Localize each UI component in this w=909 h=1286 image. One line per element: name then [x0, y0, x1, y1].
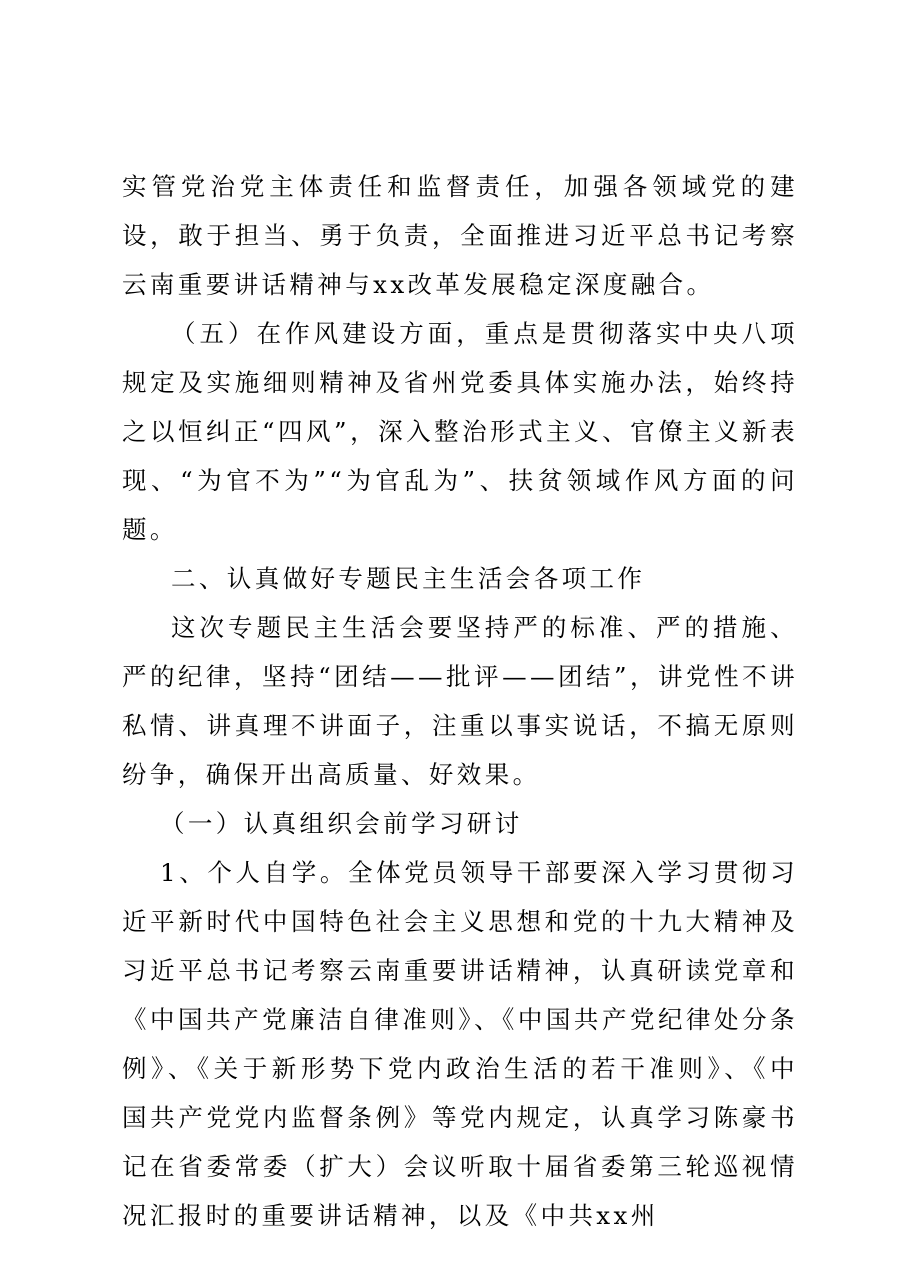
paragraph-work-style: （五）在作风建设方面，重点是贯彻落实中央八项规定及实施细则精神及省州党委具体实施办法，始终持之以恒纠正“四风”，深入整治形式主义、官僚主义新表现、“为官不为”“为官乱为”、扶贫领域作风方面的问题。: [122, 319, 798, 544]
section-heading-2: 二、认真做好专题民主生活会各项工作: [171, 564, 646, 593]
paragraph-meeting-standards: 这次专题民主生活会要坚持严的标准、严的措施、严的纪律，坚持“团结——批评——团结”，讲党性不讲私情、讲真理不讲面子，注重以事实说话，不搞无原则纷争，确保开出高质量、好效果。: [122, 613, 798, 789]
subsection-heading-1: （一）认真组织会前学习研讨: [159, 809, 523, 838]
document-body: [122, 162, 798, 1240]
paragraph-self-study: 1、个人自学。全体党员领导干部要深入学习贯彻习近平新时代中国特色社会主义思想和党的十九大精神及习近平总书记考察云南重要讲话精神，认真研读党章和《中国共产党廉洁自律准则》、《中国共产党纪律处分条例》、《关于新形势下党内政治生活的若干准则》、《中国共产党党内监督条例》等党内规定，认真学习陈豪书记在省委常委（扩大）会议听取十届省委第三轮巡视情况汇报时的重要讲话精神，以及《中共xx州: [122, 858, 798, 1230]
paragraph-continuation: 实管党治党主体责任和监督责任，加强各领域党的建设，敢于担当、勇于负责，全面推进习近平总书记考察云南重要讲话精神与xx改革发展稳定深度融合。: [122, 172, 798, 299]
